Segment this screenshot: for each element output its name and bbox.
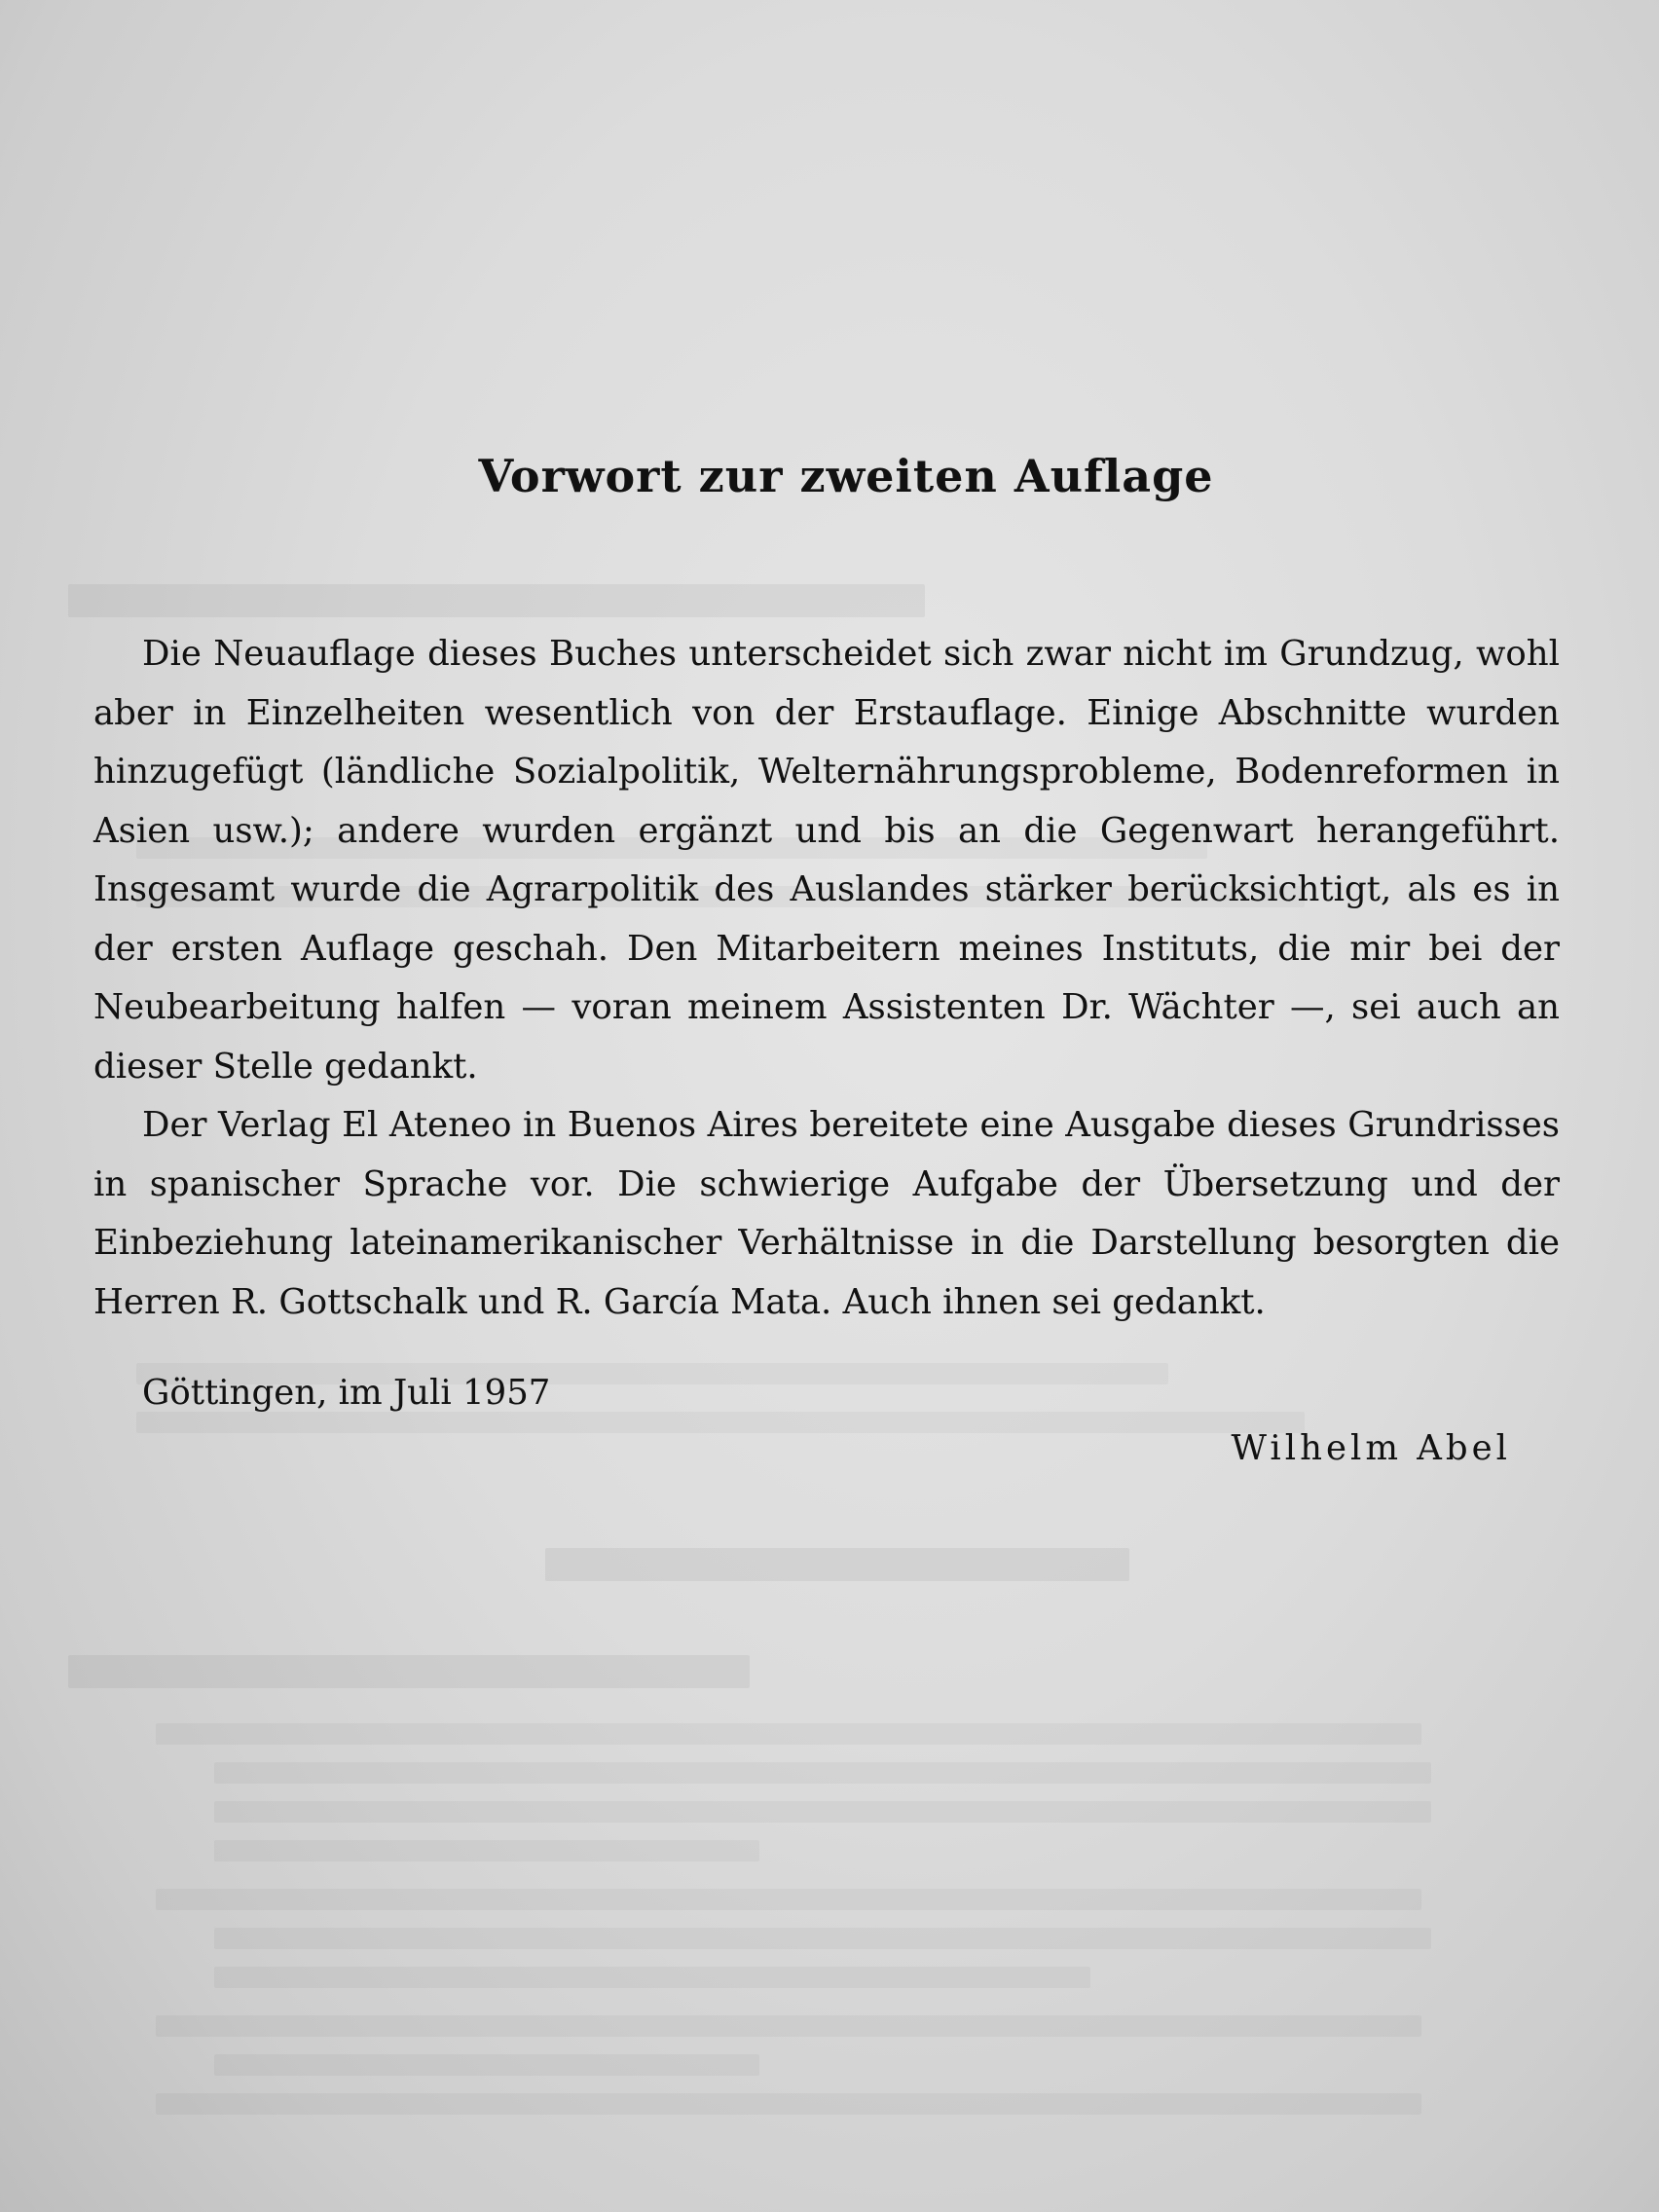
ghost-line-mark — [214, 1967, 1090, 1988]
ghost-line-mark — [214, 1928, 1431, 1949]
ghost-line-mark — [214, 1840, 759, 1862]
preface-paragraph-2: Der Verlag El Ateneo in Buenos Aires bereitete eine Ausgabe dieses Grundrisses in spanischer Sprache vor. Die schwierige Aufgabe der Übersetzung und der Einbeziehung lateinamerikanischer Verhältnisse in die Darstellung besorgten die Herren R. Gottschalk und R. García Mata. Auch ihnen sei gedankt. — [93, 1105, 1560, 1322]
ghost-line-mark — [156, 2015, 1421, 2037]
preface-title: Vorwort zur zweiten Auflage — [478, 450, 1214, 502]
ghost-heading-mark — [68, 1655, 750, 1688]
ghost-line-mark — [214, 1801, 1431, 1823]
author-signature: Wilhelm Abel — [1231, 1428, 1511, 1468]
ghost-line-mark — [156, 1723, 1421, 1745]
ghost-line-mark — [214, 2054, 759, 2076]
preface-paragraph-1: Die Neuauflage dieses Buches unterscheidet sich zwar nicht im Grundzug, wohl aber in Einzelheiten wesentlich von der Erstauflage. Einige Abschnitte wurden hinzugefügt (ländliche Sozialpolitik, Welternährungsprobleme, Bodenreformen in Asien usw.); andere wurden ergänzt und bis an die Gegenwart herangeführt. Insgesamt wurde die Agrarpolitik des Auslandes stärker berücksichtigt, als es in der ersten Auflage geschah. Den Mitarbeitern meines Instituts, die mir bei der Neubearbeitung halfen — voran meinem Assistenten Dr. Wächter —, sei auch an dieser Stelle gedankt. — [93, 634, 1560, 1087]
preface-section — [93, 450, 1560, 1468]
place-and-date: Göttingen, im Juli 1957 — [142, 1373, 551, 1413]
ghost-line-mark — [156, 1889, 1421, 1910]
ghost-line-mark — [156, 2093, 1421, 2115]
ghost-line-mark — [214, 1762, 1431, 1784]
ghost-heading-mark — [545, 1548, 1129, 1581]
